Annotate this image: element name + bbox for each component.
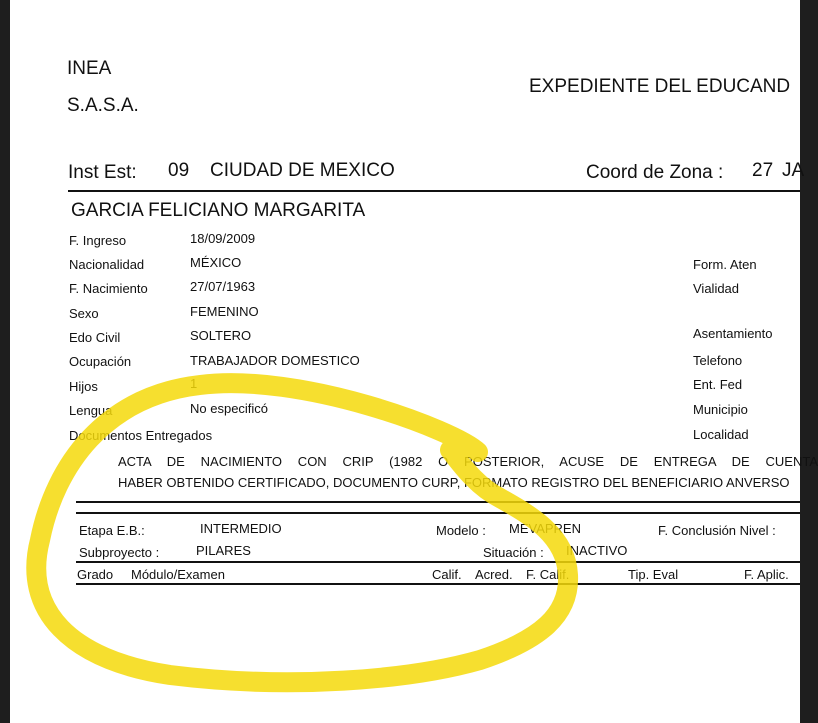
system-name: S.A.S.A. — [67, 95, 139, 116]
documents-line-2: HABER OBTENIDO CERTIFICADO, DOCUMENTO CURP, FORMATO REGISTRO DEL BENEFICIARIO ANVERSO — [118, 475, 790, 490]
modelo-label: Modelo : — [436, 523, 486, 538]
right-label-ent-fed: Ent. Fed — [693, 377, 743, 392]
situacion-label: Situación : — [483, 545, 544, 560]
field-label-ocupacion: Ocupación — [69, 354, 132, 369]
table-header-rule-top — [76, 561, 800, 563]
col-header-calif: Calif. — [432, 567, 462, 582]
right-label-telefono: Telefono — [693, 353, 743, 368]
right-label-form-aten: Form. Aten — [693, 257, 757, 272]
etapa-label: Etapa E.B.: — [79, 523, 145, 538]
field-value-lengua: No especificó — [190, 401, 269, 416]
col-header-f-aplic: F. Aplic. — [744, 567, 789, 582]
document-title: EXPEDIENTE DEL EDUCAND — [529, 76, 791, 97]
field-value-ocupacion: TRABAJADOR DOMESTICO — [190, 353, 360, 368]
inst-label: Inst Est: — [68, 162, 137, 183]
right-label-localidad: Localidad — [693, 427, 749, 442]
coord-label: Coord de Zona : — [586, 162, 724, 183]
field-label-sexo: Sexo — [69, 306, 99, 321]
header-rule — [68, 190, 800, 192]
field-label-documentos: Documentos Entregados — [69, 428, 213, 443]
field-value-hijos: 1 — [190, 376, 198, 391]
field-label-hijos: Hijos — [69, 379, 98, 394]
document-page — [10, 0, 818, 723]
field-label-nacimiento: F. Nacimiento — [69, 281, 148, 296]
field-value-nacimiento: 27/07/1963 — [190, 279, 256, 294]
coord-value: 27 — [752, 160, 774, 181]
subproyecto-value: PILARES — [196, 543, 251, 558]
right-label-municipio: Municipio — [693, 402, 748, 417]
documents-line-1: ACTA DE NACIMIENTO CON CRIP (1982 O POSTERIOR, ACUSE DE ENTREGA DE CUENTA — [118, 454, 818, 469]
documents-list — [118, 451, 818, 493]
org-name: INEA — [67, 58, 112, 79]
inst-name: CIUDAD DE MEXICO — [210, 160, 395, 181]
section-rule-top — [76, 501, 800, 503]
field-value-sexo: FEMENINO — [190, 304, 259, 319]
section-rule-bottom — [76, 512, 800, 514]
col-header-tip-eval: Tip. Eval — [628, 567, 679, 582]
right-label-asentamiento: Asentamiento — [693, 326, 773, 341]
field-label-nacionalidad: Nacionalidad — [69, 257, 145, 272]
field-value-edo-civil: SOLTERO — [190, 328, 252, 343]
student-name: GARCIA FELICIANO MARGARITA — [71, 200, 366, 221]
etapa-value: INTERMEDIO — [200, 521, 282, 536]
inst-code: 09 — [168, 160, 190, 181]
subproyecto-label: Subproyecto : — [79, 545, 160, 560]
col-header-f-calif: F. Calif. — [526, 567, 570, 582]
col-header-grado: Grado — [77, 567, 114, 582]
situacion-value: INACTIVO — [566, 543, 628, 558]
field-value-nacionalidad: MÉXICO — [190, 255, 242, 270]
field-label-lengua: Lengua — [69, 403, 113, 418]
table-header-rule-bottom — [76, 583, 800, 585]
right-label-vialidad: Vialidad — [693, 281, 740, 296]
field-label-edo-civil: Edo Civil — [69, 330, 121, 345]
col-header-modulo: Módulo/Examen — [131, 567, 225, 582]
field-label-ingreso: F. Ingreso — [69, 233, 127, 248]
col-header-acred: Acred. — [475, 567, 513, 582]
field-value-ingreso: 18/09/2009 — [190, 231, 256, 246]
conclusion-label: F. Conclusión Nivel : — [658, 523, 776, 538]
coord-tail: JA — [782, 160, 805, 181]
modelo-value: MEVAPREN — [509, 521, 581, 536]
